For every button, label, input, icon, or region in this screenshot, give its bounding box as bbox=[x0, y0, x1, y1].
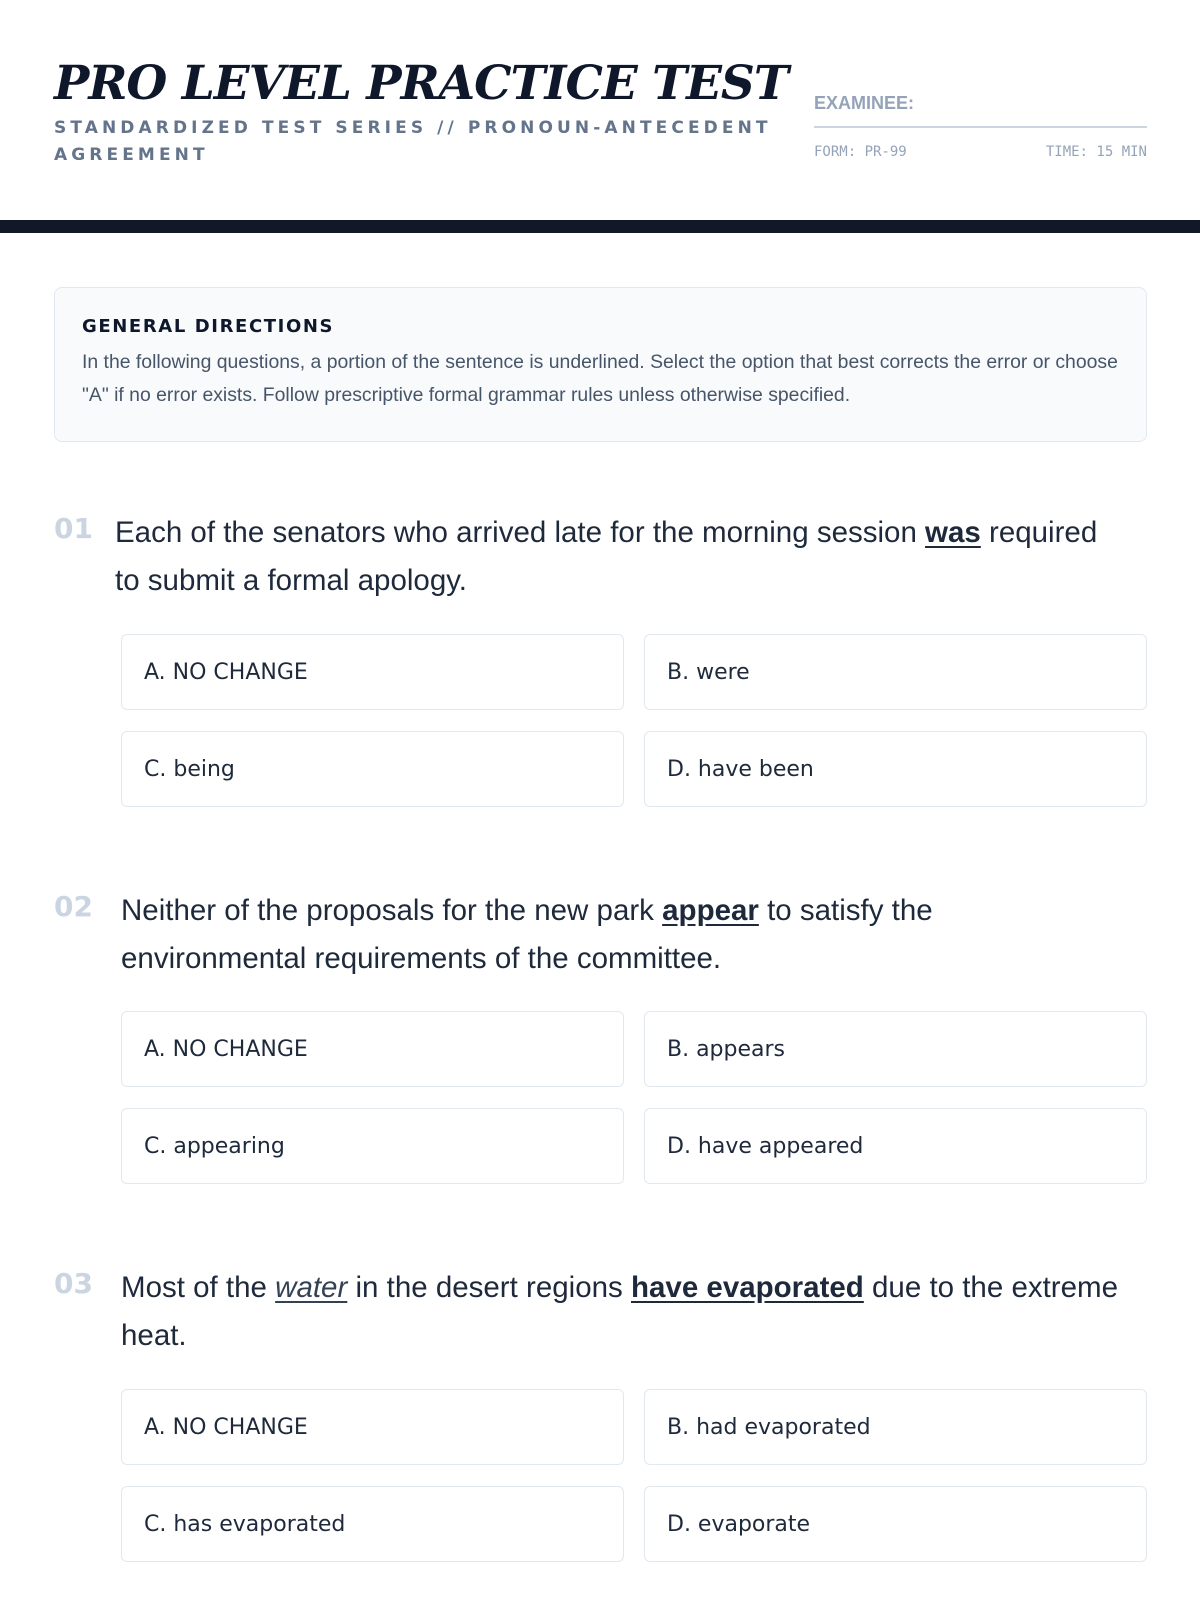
answer-options bbox=[121, 1389, 1147, 1562]
examinee-box bbox=[814, 93, 1147, 160]
test-header bbox=[0, 0, 1200, 220]
option-d[interactable]: D. have been bbox=[644, 731, 1147, 807]
question-text bbox=[115, 509, 1115, 605]
question-text-after: to satisfy the environmental requirements of the committee. bbox=[121, 894, 933, 975]
option-c[interactable]: C. appearing bbox=[121, 1108, 624, 1184]
question-number: 01 bbox=[54, 512, 93, 545]
general-directions bbox=[54, 287, 1147, 442]
form-code: FORM: PR-99 bbox=[814, 144, 907, 160]
question-1 bbox=[54, 509, 1147, 809]
page-title: PRO LEVEL PRACTICE TEST bbox=[54, 56, 788, 111]
answer-options bbox=[121, 634, 1147, 807]
underlined-portion: have evaporated bbox=[630, 1271, 864, 1304]
time-limit: TIME: 15 MIN bbox=[1045, 144, 1147, 160]
option-c[interactable]: C. being bbox=[121, 731, 624, 807]
directions-text: In the following questions, a portion of the sentence is underlined. Select the option that best corrects the error or choose "A" if no error exists. Follow prescriptive formal grammar rules unless otherwise specified. bbox=[82, 351, 1118, 406]
question-text bbox=[121, 887, 1081, 983]
option-a[interactable]: A. NO CHANGE bbox=[121, 634, 624, 710]
question-text-before: Neither of the proposals for the new park bbox=[121, 894, 663, 927]
option-a[interactable]: A. NO CHANGE bbox=[121, 1389, 624, 1465]
question-text-after: due to the extreme heat. bbox=[121, 1271, 1119, 1352]
examinee-label: EXAMINEE: bbox=[814, 93, 1147, 128]
answer-options bbox=[121, 1011, 1147, 1184]
question-text-after: required to submit a formal apology. bbox=[115, 516, 1098, 597]
question-number: 03 bbox=[54, 1267, 93, 1300]
question-text bbox=[121, 1264, 1121, 1360]
option-b[interactable]: B. appears bbox=[644, 1011, 1147, 1087]
header-divider bbox=[0, 220, 1200, 233]
directions-title: GENERAL DIRECTIONS bbox=[82, 316, 335, 337]
question-text-before: Most of the bbox=[121, 1271, 276, 1304]
page-subtitle: STANDARDIZED TEST SERIES // PRONOUN-ANTECEDENT AGREEMENT bbox=[54, 118, 772, 165]
underlined-portion: was bbox=[925, 516, 981, 549]
option-d[interactable]: D. have appeared bbox=[644, 1108, 1147, 1184]
underlined-portion: appear bbox=[662, 894, 759, 927]
option-d[interactable]: D. evaporate bbox=[644, 1486, 1147, 1562]
emphasized-word: water bbox=[275, 1271, 348, 1304]
question-text-middle: in the desert regions bbox=[347, 1271, 631, 1304]
option-b[interactable]: B. were bbox=[644, 634, 1147, 710]
question-3 bbox=[54, 1264, 1147, 1564]
question-number: 02 bbox=[54, 890, 93, 923]
option-b[interactable]: B. had evaporated bbox=[644, 1389, 1147, 1465]
question-2 bbox=[54, 887, 1147, 1187]
meta-row bbox=[814, 144, 1147, 160]
question-text-before: Each of the senators who arrived late for the morning session bbox=[115, 516, 926, 549]
option-c[interactable]: C. has evaporated bbox=[121, 1486, 624, 1562]
option-a[interactable]: A. NO CHANGE bbox=[121, 1011, 624, 1087]
